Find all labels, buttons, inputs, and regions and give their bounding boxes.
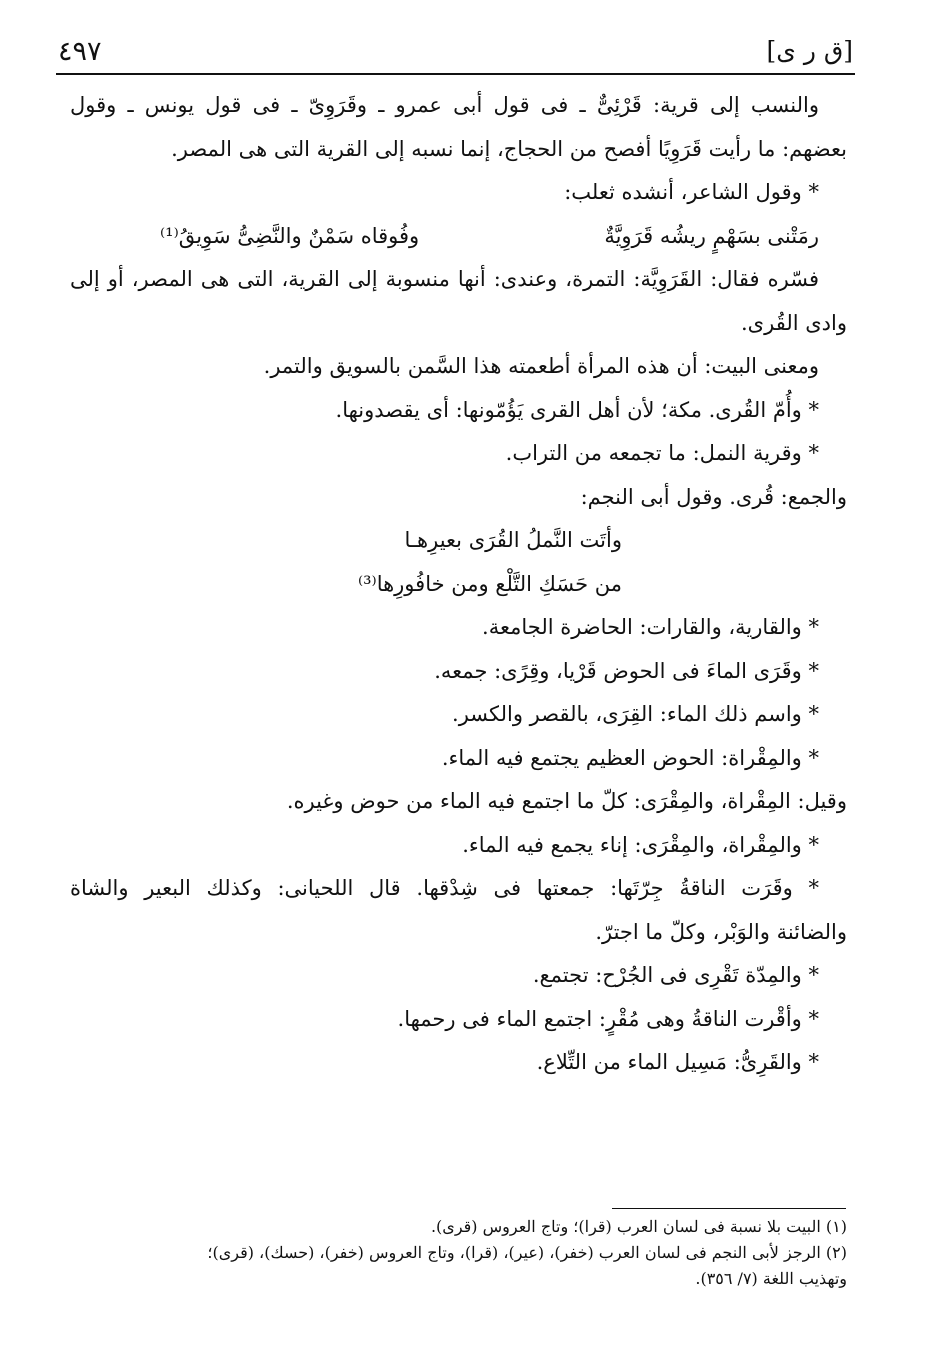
footnotes bbox=[70, 1214, 847, 1292]
rajaz-line: وأتَت النَّملُ القُرَى بعيرِهـا bbox=[404, 528, 622, 552]
poem-verse bbox=[70, 215, 847, 259]
running-header-root: [ق ر ى] bbox=[766, 36, 853, 65]
text-line: * والقارية، والقارات: الحاضرة الجامعة. bbox=[482, 615, 819, 639]
header-rule bbox=[56, 73, 855, 75]
rajaz-line: من حَسَكِ التَّلْع ومن خافُورِها⁽³⁾ bbox=[357, 571, 622, 596]
text-line: * وأُمّ القُرى. مكة؛ لأن أهل القرى يَؤُمّونها: أى يقصدونها. bbox=[335, 397, 819, 422]
footnote-continuation: وتهذيب اللغة (٧/ ٣٥٦). bbox=[695, 1269, 847, 1288]
main-text bbox=[70, 84, 847, 1085]
text-line: فسّره فقال: القَرَوِيَّة: التمرة، وعندى: أنها منسوبة إلى القرية، التى هى المصر، أو إلى bbox=[70, 267, 819, 291]
text-line: * وقَرَى الماءَ فى الحوض قَرْيا، وقِرًى: جمعه. bbox=[434, 658, 819, 683]
verse-second-hemistich: وفُوقاه سَمْنٌ والنَّضِىُّ سَوِيقُ⁽¹⁾ bbox=[160, 223, 420, 248]
footnote: (١) البيت بلا نسبة فى لسان العرب (قرا)؛ وتاج العروس (قرى). bbox=[430, 1217, 847, 1236]
text-line: * والقَرِىُّ: مَسِيل الماء من التِّلاع. bbox=[536, 1050, 819, 1074]
text-line: وقيل: المِقْراة، والمِقْرَى: كلّ ما اجتمع فيه الماء من حوض وغيره. bbox=[286, 789, 847, 813]
text-line: * وقول الشاعر، أنشده ثعلب: bbox=[564, 180, 819, 204]
text-line: والضائنة والوَبْر، وكلّ ما اجترّ. bbox=[595, 919, 847, 944]
text-line: ومعنى البيت: أن هذه المرأة أطعمته هذا السَّمن بالسويق والتمر. bbox=[263, 354, 819, 378]
text-line: * وقرية النمل: ما تجمعه من التراب. bbox=[505, 441, 819, 465]
verse-first-hemistich: رمَتْنى بسَهْمٍ ريشُه قَرَوِيَّةٌ bbox=[604, 223, 819, 248]
text-line: * وقَرَت الناقةُ جِرّتَها: جمعتها فى شِدْقها. قال اللحيانى: وكذلك البعير والشاة bbox=[70, 876, 819, 900]
text-line: بعضهم: ما رأيت قَرَوِيًا أفصح من الحجاج، إنما نسبه إلى القرية التى هى المصر. bbox=[171, 136, 847, 161]
text-line: * والمِدّة تَقْرِى فى الجُرْح: تجتمع. bbox=[532, 963, 819, 987]
text-line: * والمِقْراة: الحوض العظيم يجتمع فيه الماء. bbox=[441, 745, 819, 770]
footnote-rule bbox=[612, 1208, 846, 1209]
text-line: والنسب إلى قرية: قَرْئِىٌّ ـ فى قول أبى عمرو ـ وقَرَوِىّ ـ فى قول يونس ـ وقول bbox=[70, 93, 819, 117]
text-line: والجمع: قُرى. وقول أبى النجم: bbox=[580, 484, 847, 509]
text-line: * واسم ذلك الماء: القِرَى، بالقصر والكسر. bbox=[452, 702, 819, 726]
page-number: ٤٩٧ bbox=[58, 36, 102, 67]
text-line: * وأقْرت الناقةُ وهى مُقْرٍ: اجتمع الماء فى رحمها. bbox=[397, 1006, 819, 1031]
text-line: وادى القُرى. bbox=[741, 310, 847, 335]
text-line: * والمِقْراة، والمِقْرَى: إناء يجمع فيه الماء. bbox=[462, 832, 819, 857]
footnote: (٢) الرجز لأبى النجم فى لسان العرب (خفر)، (عير)، (قرا)، وتاج العروس (خفر)، (حسك)، (قرى)؛ bbox=[207, 1243, 847, 1262]
